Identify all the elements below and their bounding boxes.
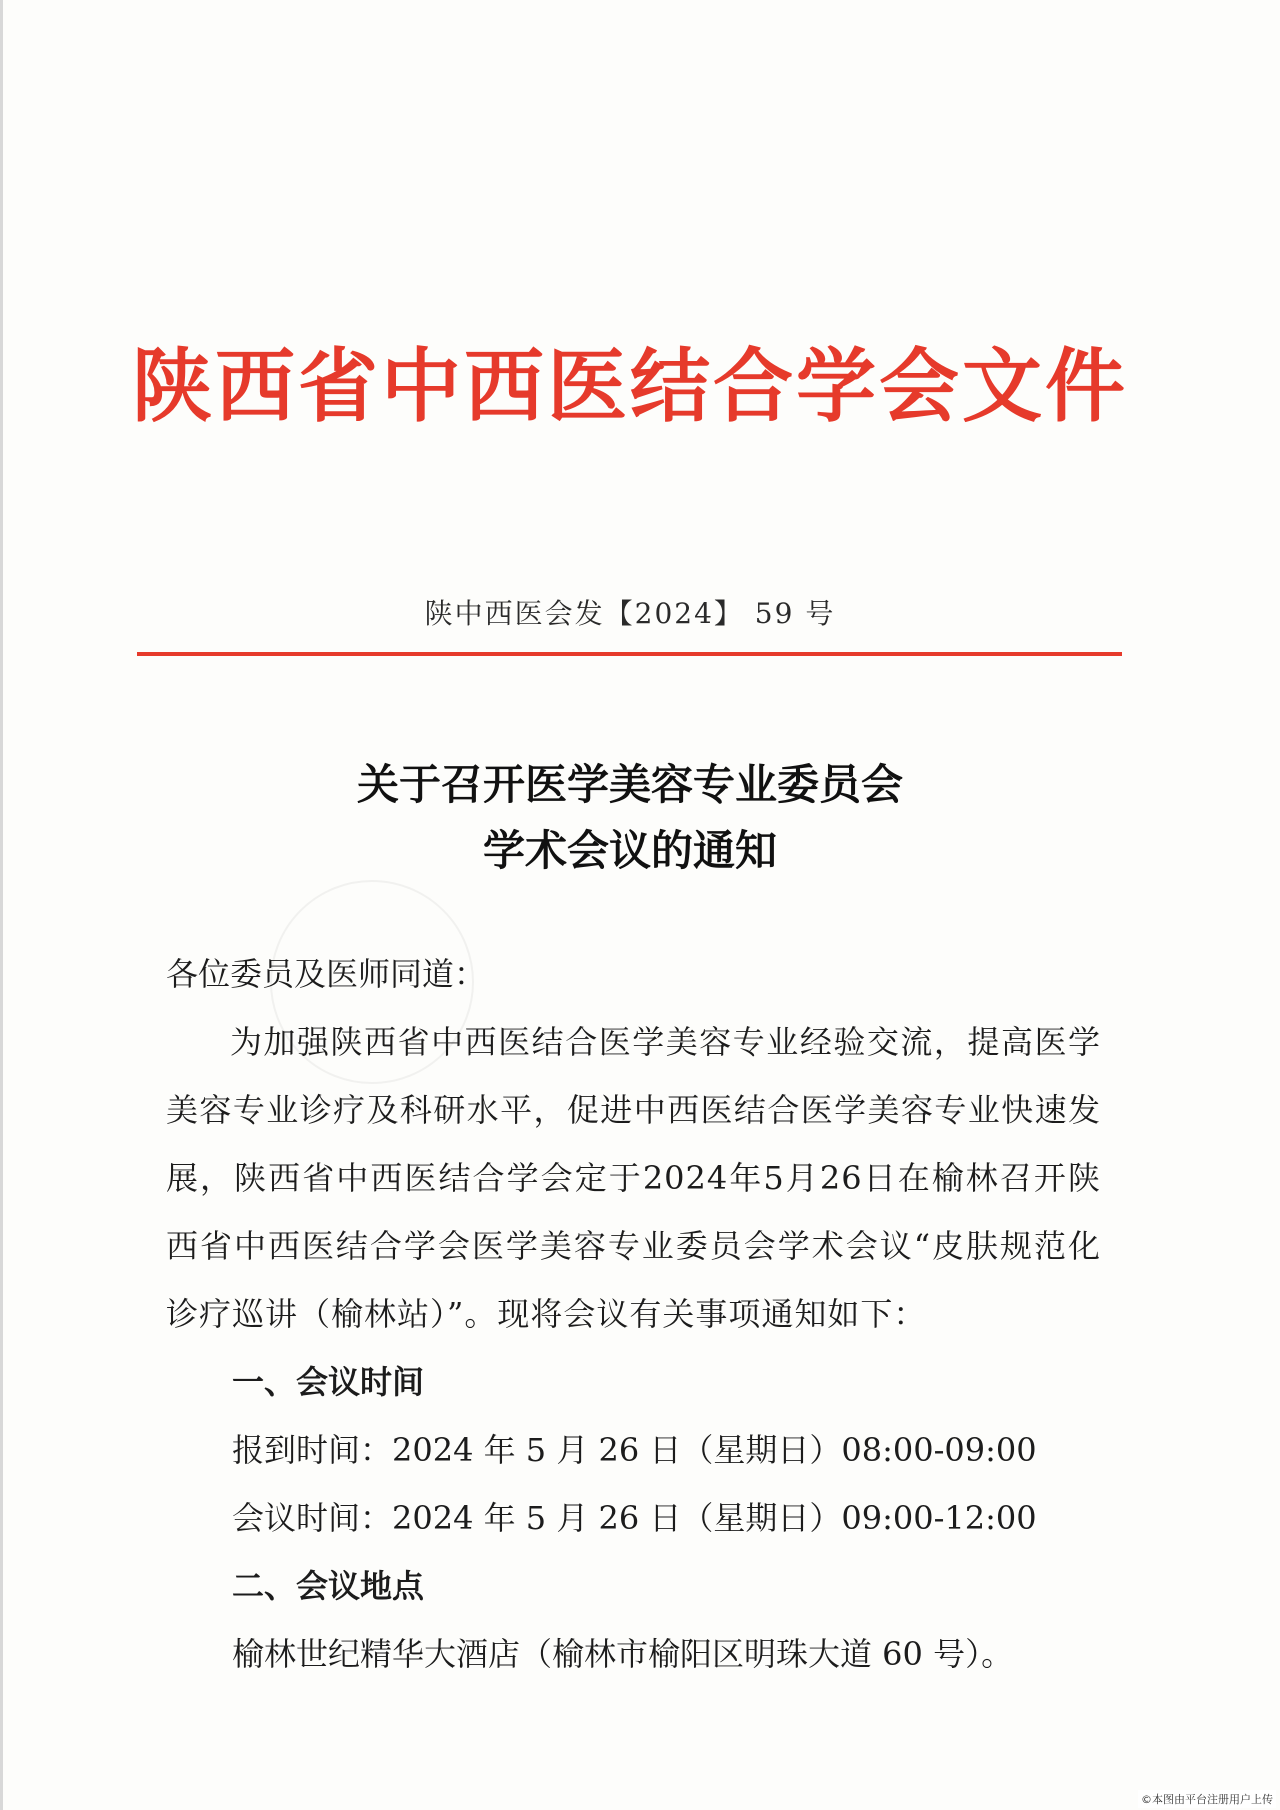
meeting-time: 会议时间：2024 年 5 月 26 日（星期日）09:00-12:00: [232, 1499, 1037, 1537]
notice-body: [166, 940, 1101, 1688]
red-divider: [137, 652, 1122, 656]
notice-title-line2: 学术会议的通知: [482, 826, 777, 875]
upload-watermark: ©本图由平台注册用户上传: [1138, 1790, 1276, 1808]
meeting-location: 榆林世纪精华大酒店（榆林市榆阳区明珠大道 60 号）。: [232, 1635, 1014, 1673]
masthead-title: 陕西省中西医结合学会文件: [132, 339, 1128, 433]
scan-edge: [0, 0, 3, 1810]
section-heading-location: 二、会议地点: [232, 1567, 425, 1605]
document-number: 陕中西医会发【2024】 59 号: [424, 597, 836, 630]
registration-time: 报到时间：2024 年 5 月 26 日（星期日）08:00-09:00: [232, 1431, 1037, 1469]
salutation: 各位委员及医师同道：: [166, 955, 487, 993]
intro-paragraph: 为加强陕西省中西医结合医学美容专业经验交流，提高医学美容专业诊疗及科研水平，促进中西医结合医学美容专业快速发展，陕西省中西医结合学会定于2024年5月26日在榆林召开陕西省中西医结合学会医学美容专业委员会学术会议“皮肤规范化诊疗巡讲（榆林站）”。现将会议有关事项通知如下：: [166, 1023, 1101, 1333]
notice-title-line1: 关于召开医学美容专业委员会: [356, 760, 903, 809]
section-heading-time: 一、会议时间: [232, 1363, 425, 1401]
notice-title: [0, 752, 1260, 884]
